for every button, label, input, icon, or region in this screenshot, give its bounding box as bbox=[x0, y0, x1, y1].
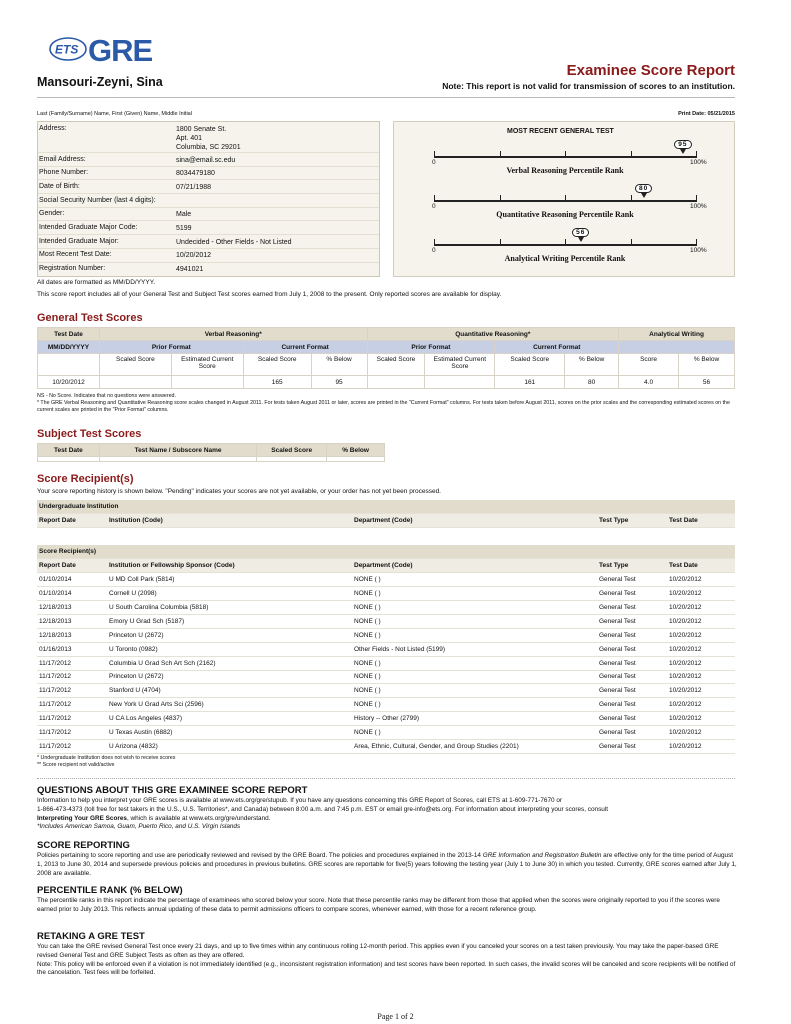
th-v-prior-est: Estimated Current Score bbox=[171, 354, 243, 376]
th-aw-below: % Below bbox=[679, 354, 735, 376]
info-value: 07/21/1988 bbox=[176, 183, 212, 191]
cell-test-date: 10/20/2012 bbox=[667, 656, 735, 670]
recipients-intro: Your score reporting history is shown below. "Pending" indicates your scores are not yet available, or your order has not yet been processed. bbox=[37, 488, 441, 495]
cell-report-date: 11/17/2012 bbox=[37, 712, 107, 726]
ets-gre-logo bbox=[48, 34, 178, 68]
info-value: sina@email.sc.edu bbox=[176, 156, 236, 164]
cell-report-date: 01/16/2013 bbox=[37, 642, 107, 656]
cell-test-type: General Test bbox=[597, 601, 667, 615]
th-quant-current: Current Format bbox=[495, 341, 619, 354]
th-report-date: Report Date bbox=[37, 559, 107, 573]
info-label: Registration Number: bbox=[39, 265, 106, 272]
cell-test-type: General Test bbox=[597, 587, 667, 601]
cell-test-date: 10/20/2012 bbox=[667, 587, 735, 601]
cell-department: NONE ( ) bbox=[352, 601, 597, 615]
scale-tick bbox=[500, 195, 501, 202]
cell-test-date: 10/20/2012 bbox=[667, 628, 735, 642]
cell-test-type: General Test bbox=[597, 656, 667, 670]
cell-report-date: 12/18/2013 bbox=[37, 614, 107, 628]
scale-tick bbox=[631, 195, 632, 202]
cell-test-type: General Test bbox=[597, 739, 667, 753]
retaking-text-2: Note: This policy will be enforced even if a violation is not immediately identified (e.g., inconsistent registration information) and test scores have been reported. In such cases, the invalid scores will be canceled and score recipients will be notified of the cancelation. Test fees will be forfeited. bbox=[37, 960, 736, 977]
cell-department: NONE ( ) bbox=[352, 614, 597, 628]
cell-test-date: 10/20/2012 bbox=[667, 712, 735, 726]
cell-department: NONE ( ) bbox=[352, 587, 597, 601]
info-label: Social Security Number (last 4 digits): bbox=[39, 196, 156, 204]
percentile-scale bbox=[432, 184, 707, 224]
questions-territories: *Includes American Samoa, Guam, Puerto Rico, and U.S. Virgin Islands bbox=[37, 823, 241, 831]
cell-q-prior-est bbox=[425, 376, 495, 389]
th-date-format: MM/DD/YYYY bbox=[38, 341, 100, 354]
scale-tick bbox=[434, 195, 435, 202]
cell-q-scaled: 161 bbox=[495, 376, 565, 389]
subject-test-title: Subject Test Scores bbox=[37, 428, 142, 440]
cell-test-date: 10/20/2012 bbox=[667, 601, 735, 615]
cell-report-date: 11/17/2012 bbox=[37, 739, 107, 753]
info-label: Phone Number: bbox=[39, 169, 89, 177]
cell-institution: Princeton U (2672) bbox=[107, 670, 352, 684]
scope-note: This score report includes all of your General Test and Subject Test scores earned from July 1, 2008 to the present. Only reported scores are available for display. bbox=[37, 291, 502, 298]
score-recipients-title: Score Recipient(s) bbox=[37, 473, 134, 485]
cell-report-date: 11/17/2012 bbox=[37, 684, 107, 698]
th-subject-test-name: Test Name / Subscore Name bbox=[99, 444, 257, 457]
questions-line-1: Information to help you interpret your GRE scores is available at www.ets.org/gre/stupub. If you have any questions concerning this GRE Report of Scores, call ETS at 1-609-771-7670 or bbox=[37, 797, 563, 804]
th-q-below: % Below bbox=[565, 354, 619, 376]
percentile-marker bbox=[634, 184, 654, 198]
percentile-scale bbox=[432, 228, 707, 268]
cell-report-date: 12/18/2013 bbox=[37, 601, 107, 615]
cell-test-type: General Test bbox=[597, 642, 667, 656]
th-ug-department: Department (Code) bbox=[352, 514, 597, 528]
recipients-table bbox=[37, 545, 735, 754]
th-v-scaled: Scaled Score bbox=[243, 354, 311, 376]
th-ug-test-type: Test Type bbox=[597, 514, 667, 528]
scale-min-label: 0 bbox=[432, 247, 436, 254]
scale-tick bbox=[500, 151, 501, 158]
questions-text bbox=[37, 797, 737, 832]
cell-department: NONE ( ) bbox=[352, 573, 597, 587]
cell-department: NONE ( ) bbox=[352, 670, 597, 684]
scale-caption: Quantitative Reasoning Percentile Rank bbox=[496, 210, 634, 219]
address-value bbox=[176, 125, 379, 152]
table-row bbox=[37, 628, 735, 642]
page-number: Page 1 of 2 bbox=[377, 1012, 414, 1021]
cell-department: NONE ( ) bbox=[352, 726, 597, 740]
cell-report-date: 01/10/2014 bbox=[37, 587, 107, 601]
cell-institution: Emory U Grad Sch (5187) bbox=[107, 614, 352, 628]
cell-report-date: 12/18/2013 bbox=[37, 628, 107, 642]
percentile-value: 95 bbox=[674, 140, 691, 149]
logo-gre-text: GRE bbox=[88, 34, 153, 68]
cell-report-date: 11/17/2012 bbox=[37, 656, 107, 670]
table-row bbox=[37, 656, 735, 670]
percentile-rank-text: The percentile ranks in this report indicate the percentage of examinees who scored below your score. Note that these percentile ranks may be different from those that applied when the scores were originally reported to you if the scores were earned prior to July 2013. This reflects annual updating of these data to permit admissions officers to compare scores, whenever earned, with those for a recent reference group. bbox=[37, 897, 720, 913]
marker-pointer-icon bbox=[641, 193, 647, 198]
info-label: Email Address: bbox=[39, 155, 86, 163]
info-row bbox=[38, 180, 379, 194]
cell-institution: U South Carolina Columbia (5818) bbox=[107, 601, 352, 615]
general-test-title: General Test Scores bbox=[37, 312, 143, 324]
cell-report-date: 01/10/2014 bbox=[37, 573, 107, 587]
cell-institution: U Toronto (0982) bbox=[107, 642, 352, 656]
address-line-2: Apt. 401 bbox=[176, 134, 203, 142]
scale-tick bbox=[565, 195, 566, 202]
cell-test-date: 10/20/2012 bbox=[667, 670, 735, 684]
info-value: Male bbox=[176, 211, 192, 219]
scale-caption: Verbal Reasoning Percentile Rank bbox=[506, 166, 624, 175]
cell-test-type: General Test bbox=[597, 628, 667, 642]
info-value: Undecided - Other Fields - Not Listed bbox=[176, 238, 292, 246]
marker-pointer-icon bbox=[680, 149, 686, 154]
cell-test-date: 10/20/2012 bbox=[667, 684, 735, 698]
scale-tick bbox=[631, 151, 632, 158]
cell-aw-score: 4.0 bbox=[619, 376, 679, 389]
scale-max-label: 100% bbox=[690, 159, 707, 166]
questions-title: QUESTIONS ABOUT THIS GRE EXAMINEE SCORE REPORT bbox=[37, 785, 308, 796]
th-test-date: Test Date bbox=[667, 559, 735, 573]
section-divider bbox=[37, 778, 735, 779]
cell-test-date: 10/20/2012 bbox=[38, 376, 100, 389]
info-label: Intended Graduate Major Code: bbox=[39, 223, 138, 231]
percentile-panel bbox=[393, 121, 735, 277]
cell-test-date: 10/20/2012 bbox=[667, 642, 735, 656]
examinee-name: Mansouri-Zeyni, Sina bbox=[37, 75, 163, 89]
cell-test-date: 10/20/2012 bbox=[667, 698, 735, 712]
table-row bbox=[37, 587, 735, 601]
info-label: Most Recent Test Date: bbox=[39, 251, 112, 259]
th-q-prior-est: Estimated Current Score bbox=[425, 354, 495, 376]
th-quant: Quantitative Reasoning* bbox=[367, 328, 619, 341]
info-label: Intended Graduate Major: bbox=[39, 237, 119, 245]
th-department: Department (Code) bbox=[352, 559, 597, 573]
table-row bbox=[37, 698, 735, 712]
table-row bbox=[37, 684, 735, 698]
th-test-type: Test Type bbox=[597, 559, 667, 573]
score-reporting-title: SCORE REPORTING bbox=[37, 840, 130, 851]
th-verbal: Verbal Reasoning* bbox=[99, 328, 367, 341]
cell-institution: Cornell U (2098) bbox=[107, 587, 352, 601]
cell-test-type: General Test bbox=[597, 614, 667, 628]
info-value: 10/20/2012 bbox=[176, 252, 212, 260]
info-row bbox=[38, 208, 379, 222]
cell-test-date: 10/20/2012 bbox=[667, 573, 735, 587]
percentile-marker bbox=[571, 228, 591, 242]
th-quant-prior: Prior Format bbox=[367, 341, 495, 354]
cell-v-scaled: 165 bbox=[243, 376, 311, 389]
th-ug-institution: Institution (Code) bbox=[107, 514, 352, 528]
cell-institution: Princeton U (2672) bbox=[107, 628, 352, 642]
name-caption: Last (Family/Surname) Name, First (Given) Name, Middle Initial bbox=[37, 111, 192, 117]
table-row bbox=[37, 573, 735, 587]
retaking-text-1: You can take the GRE revised General Test once every 21 days, and up to five times within any continuous rolling 12-month period. This applies even if you canceled your scores on a test taken previously. You may take the paper-based GRE revised General Test and GRE Subject Tests as often as they are offered. bbox=[37, 943, 719, 959]
logo-ets-text: ETS bbox=[55, 42, 79, 57]
info-label: Gender: bbox=[39, 210, 65, 218]
questions-line-3: Interpreting Your GRE Scores, which is available at www.ets.org/gre/understand. bbox=[37, 814, 271, 822]
info-value: 5199 bbox=[176, 224, 192, 232]
percentile-scale bbox=[432, 140, 707, 180]
cell-institution: New York U Grad Arts Sci (2596) bbox=[107, 698, 352, 712]
th-ug-report-date: Report Date bbox=[37, 514, 107, 528]
info-row bbox=[38, 249, 379, 263]
table-row bbox=[37, 642, 735, 656]
th-ug-test-date: Test Date bbox=[667, 514, 735, 528]
th-blank bbox=[38, 354, 100, 376]
th-aw-score: Score bbox=[619, 354, 679, 376]
cell-department: NONE ( ) bbox=[352, 628, 597, 642]
percentile-marker bbox=[673, 140, 693, 154]
cell-department: History -- Other (2799) bbox=[352, 712, 597, 726]
cell-test-type: General Test bbox=[597, 698, 667, 712]
percentile-value: 56 bbox=[572, 228, 589, 237]
info-row bbox=[38, 167, 379, 181]
cell-institution: U Arizona (4832) bbox=[107, 739, 352, 753]
scale-tick bbox=[631, 239, 632, 246]
scale-max-label: 100% bbox=[690, 247, 707, 254]
undergrad-caption: Undergraduate Institution bbox=[37, 500, 735, 514]
cell-institution: Stanford U (4704) bbox=[107, 684, 352, 698]
th-test-date: Test Date bbox=[38, 328, 100, 341]
scale-tick bbox=[565, 239, 566, 246]
th-v-below: % Below bbox=[311, 354, 367, 376]
scale-max-label: 100% bbox=[690, 203, 707, 210]
retaking-text bbox=[37, 943, 737, 978]
general-test-table bbox=[37, 327, 735, 389]
percentile-heading: MOST RECENT GENERAL TEST bbox=[507, 128, 614, 135]
cell-department: Area, Ethnic, Cultural, Gender, and Group Studies (2201) bbox=[352, 739, 597, 753]
info-label: Date of Birth: bbox=[39, 182, 80, 190]
dates-note: All dates are formatted as MM/DD/YYYY. bbox=[37, 279, 156, 286]
recipients-caption: Score Recipient(s) bbox=[37, 545, 735, 559]
cell-test-type: General Test bbox=[597, 573, 667, 587]
info-value: 4941021 bbox=[176, 266, 204, 273]
scale-tick bbox=[434, 239, 435, 246]
report-title: Examinee Score Report bbox=[566, 62, 735, 79]
scale-min-label: 0 bbox=[432, 203, 436, 210]
scale-tick bbox=[434, 151, 435, 158]
table-row bbox=[37, 614, 735, 628]
info-row bbox=[38, 263, 379, 277]
recipients-note-1: * Undergraduate Institution does not wish to receive scores bbox=[37, 755, 176, 761]
table-row bbox=[37, 601, 735, 615]
th-q-scaled: Scaled Score bbox=[495, 354, 565, 376]
th-subject-test-date: Test Date bbox=[38, 444, 100, 457]
address-line-1: 1800 Senate St. bbox=[176, 125, 227, 133]
ns-note: NS - No Score. Indicates that no questions were answered. bbox=[37, 393, 176, 399]
scale-tick bbox=[696, 195, 697, 202]
th-verbal-prior: Prior Format bbox=[99, 341, 243, 354]
scale-tick bbox=[696, 151, 697, 158]
cell-test-type: General Test bbox=[597, 670, 667, 684]
print-date: Print Date: 05/21/2015 bbox=[678, 111, 735, 117]
cell-report-date: 11/17/2012 bbox=[37, 698, 107, 712]
address-label: Address: bbox=[39, 124, 67, 132]
info-row bbox=[38, 221, 379, 235]
table-row bbox=[37, 670, 735, 684]
info-row bbox=[38, 235, 379, 249]
scale-caption: Analytical Writing Percentile Rank bbox=[504, 254, 626, 263]
score-reporting-text: Policies pertaining to score reporting and use are periodically reviewed and revised by the GRE Board. The policies and procedures explained in the 2013-14 GRE Information and Registration Bulletin are effective only for the time period of August 1, 2013 to June 30, 2014 and supersede previous policies and procedures in previous bulletins. GRE scores are reportable for five(5) years following the testing year (July 1 to June 30) in which you tested. Currently, GRE scores earned after July 1, 2008 are available. bbox=[37, 852, 737, 877]
recipients-note-2: ** Score recipient not valid/active bbox=[37, 762, 115, 768]
marker-pointer-icon bbox=[578, 237, 584, 242]
th-institution: Institution or Fellowship Sponsor (Code) bbox=[107, 559, 352, 573]
th-subject-below: % Below bbox=[327, 444, 385, 457]
subject-test-table bbox=[37, 443, 385, 462]
table-row bbox=[38, 376, 735, 389]
cell-test-date: 10/20/2012 bbox=[667, 614, 735, 628]
scale-tick bbox=[500, 239, 501, 246]
cell-v-prior-est bbox=[171, 376, 243, 389]
info-row bbox=[38, 153, 379, 167]
cell-v-below: 95 bbox=[311, 376, 367, 389]
cell-department: NONE ( ) bbox=[352, 684, 597, 698]
scale-change-note: * The GRE Verbal Reasoning and Quantitative Reasoning score scales changed in August 2011. For tests taken August 2011 or later, scores are printed in the "Current Format" columns. For tests taken before August 2011, scores on the prior scales and the corresponding estimated scores on the current scales are printed in the "Prior Format" columns. bbox=[37, 400, 730, 413]
questions-line-2: 1-866-473-4373 (toll free for test takers in the U.S., U.S. Territories*, and Canada) between 8:00 a.m. and 7:45 p.m. EST or email gre-info@ets.org. For information about interpreting your scores, consult bbox=[37, 805, 609, 813]
th-analytical: Analytical Writing bbox=[619, 328, 735, 341]
cell-test-type: General Test bbox=[597, 712, 667, 726]
cell-test-type: General Test bbox=[597, 726, 667, 740]
cell-v-prior-scaled bbox=[99, 376, 171, 389]
th-aw-blank bbox=[619, 341, 735, 354]
info-value: 8034479180 bbox=[176, 170, 215, 178]
scale-tick bbox=[696, 239, 697, 246]
cell-test-date: 10/20/2012 bbox=[667, 726, 735, 740]
cell-department: Other Fields - Not Listed (5199) bbox=[352, 642, 597, 656]
th-verbal-current: Current Format bbox=[243, 341, 367, 354]
cell-institution: Columbia U Grad Sch Art Sch (2162) bbox=[107, 656, 352, 670]
percentile-value: 80 bbox=[635, 184, 652, 193]
address-row bbox=[38, 122, 379, 153]
header-divider bbox=[37, 97, 735, 98]
cell-department: NONE ( ) bbox=[352, 698, 597, 712]
cell-q-prior-scaled bbox=[367, 376, 425, 389]
cell-test-date: 10/20/2012 bbox=[667, 739, 735, 753]
cell-institution: U CA Los Angeles (4837) bbox=[107, 712, 352, 726]
table-row bbox=[37, 712, 735, 726]
scale-min-label: 0 bbox=[432, 159, 436, 166]
cell-institution: U MD Coll Park (5814) bbox=[107, 573, 352, 587]
report-note: Note: This report is not valid for transmission of scores to an institution. bbox=[442, 81, 735, 91]
th-q-prior-scaled: Scaled Score bbox=[367, 354, 425, 376]
undergrad-table bbox=[37, 500, 735, 528]
cell-test-type: General Test bbox=[597, 684, 667, 698]
cell-department: NONE ( ) bbox=[352, 656, 597, 670]
percentile-rank-title: PERCENTILE RANK (% BELOW) bbox=[37, 885, 183, 896]
cell-institution: U Texas Austin (6882) bbox=[107, 726, 352, 740]
info-row bbox=[38, 194, 379, 208]
examinee-info-panel bbox=[37, 121, 380, 277]
th-v-prior-scaled: Scaled Score bbox=[99, 354, 171, 376]
table-row bbox=[37, 726, 735, 740]
th-subject-scaled: Scaled Score bbox=[257, 444, 327, 457]
scale-tick bbox=[565, 151, 566, 158]
cell-q-below: 80 bbox=[565, 376, 619, 389]
address-line-3: Columbia, SC 29201 bbox=[176, 143, 241, 151]
retaking-title: RETAKING A GRE TEST bbox=[37, 931, 145, 942]
table-row bbox=[37, 739, 735, 753]
cell-report-date: 11/17/2012 bbox=[37, 726, 107, 740]
cell-aw-below: 56 bbox=[679, 376, 735, 389]
cell-report-date: 11/17/2012 bbox=[37, 670, 107, 684]
